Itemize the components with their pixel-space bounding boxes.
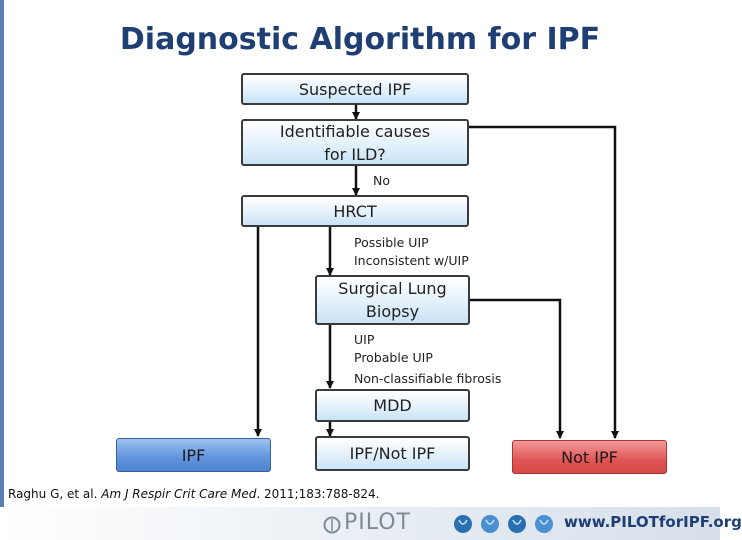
- node-surgical-biopsy: [315, 275, 470, 325]
- node-ipf-label: IPF: [181, 445, 206, 465]
- edge-label-no: No: [373, 173, 390, 188]
- footer-url[interactable]: www.PILOTforIPF.org: [564, 513, 742, 531]
- pilot-brand: PILOT: [344, 510, 411, 535]
- citation-details: . 2011;183:788-824.: [256, 487, 380, 501]
- node-identifiable-causes: [241, 119, 469, 166]
- node-ipf-not-label: IPF/Not IPF: [349, 444, 436, 463]
- node-suspected-ipf: [241, 73, 469, 105]
- node-not-ipf: [512, 440, 667, 474]
- node-identifiable-line1: Identifiable causes: [279, 121, 431, 141]
- lung-icons: [452, 511, 562, 537]
- edge-label-possible-uip: Possible UIP: [354, 235, 429, 250]
- node-biopsy-line1: Surgical Lung: [338, 279, 447, 298]
- arrow-biopsy-notipf: [470, 300, 560, 438]
- node-ipf-not-ipf: [315, 436, 470, 471]
- node-not-ipf-label: Not IPF: [561, 447, 618, 467]
- citation-authors: Raghu G, et al.: [8, 487, 98, 501]
- edge-label-non-classifiable: Non-classifiable fibrosis: [354, 371, 502, 386]
- node-hrct-label: HRCT: [333, 201, 377, 221]
- node-biopsy-line2: Biopsy: [365, 302, 420, 321]
- node-mdd-label: MDD: [373, 396, 412, 415]
- node-identifiable-line2: for ILD?: [324, 144, 386, 164]
- edge-label-inconsistent-uip: Inconsistent w/UIP: [354, 253, 469, 268]
- edge-label-uip: UIP: [354, 332, 375, 347]
- node-hrct: [241, 195, 469, 227]
- page-title: Diagnostic Algorithm for IPF: [119, 22, 601, 57]
- node-mdd: [315, 389, 470, 422]
- arrow-hrct-ipf: [244, 211, 258, 436]
- node-ipf: [116, 438, 271, 472]
- edge-label-probable-uip: Probable UIP: [354, 350, 433, 365]
- pilot-logo-icon: [322, 515, 342, 535]
- node-suspected-label: Suspected IPF: [298, 79, 412, 99]
- arrow-identifiable-notipf: [468, 127, 615, 438]
- citation: [8, 487, 379, 501]
- citation-journal: Am J Respir Crit Care Med: [101, 487, 257, 501]
